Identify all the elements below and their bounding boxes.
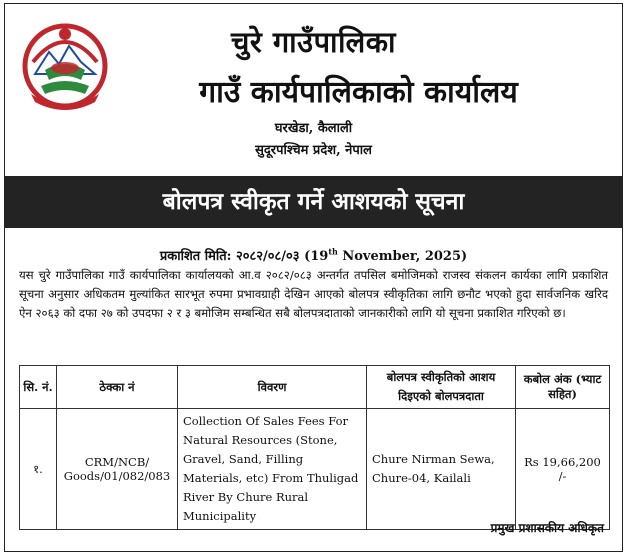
- office-name: गाउँ कार्यपालिकाको कार्यालय: [199, 75, 518, 110]
- table-row: [20, 409, 610, 530]
- address-line-1: घरखेडा, कैलाली: [274, 121, 353, 136]
- cell-description: Collection Of Sales Fees For Natural Resources (Stone, Gravel, Sand, Filling Materials, etc) From Thuligad River By Chure Rural Municipality: [178, 409, 367, 530]
- published-date-sup: th: [328, 246, 338, 257]
- notice-title: बोलपत्र स्वीकृत गर्ने आशयको सूचना: [162, 188, 465, 215]
- header-amount: कबोल अंक (भ्याट सहित): [516, 366, 610, 409]
- notice-body-text: यस चुरे गाउँपालिका गाउँ कार्यपालिका कार्यालयको आ.व २०८२/०८३ अन्तर्गत तपसिल बमोजिमको राजस्व संकलन कार्यका लागि प्रकाशित सूचना अनुसार अधिकतम मुल्यांकित सारभूत रुपमा प्रभावग्राही देखिन आएको बोलपत्र स्वीकृतिका लागि छनौट भएको हुदा सार्वजनिक खरिद ऐन २०६३ को दफा २७ को उपदफा २ र ३ बमोजिम सम्बन्धित सबै बोलपत्रदाताको जानकारीको लागि यो सूचना प्रकाशित गरिएको छ।: [19, 268, 608, 320]
- published-date: [5, 246, 622, 264]
- header-bidder: बोलपत्र स्वीकृतिको आशय दिइएको बोलपत्रदाता: [367, 366, 516, 409]
- table-header-row: [20, 366, 610, 409]
- cell-contract-no: CRM/NCB/ Goods/01/082/083: [57, 409, 178, 530]
- bid-table: [19, 365, 610, 530]
- cell-amount: Rs 19,66,200 /-: [516, 409, 610, 530]
- notice-title-banner: [5, 176, 622, 228]
- published-date-day: 19: [310, 249, 329, 264]
- address-line-2: सुदूरपश्चिम प्रदेश, नेपाल: [255, 143, 372, 158]
- cell-bidder: Chure Nirman Sewa, Chure-04, Kailali: [367, 409, 516, 530]
- header-description: विवरण: [178, 366, 367, 409]
- header-sn: सि. नं.: [20, 366, 57, 409]
- signature-title: प्रमुख प्रशासकीय अधिकृत: [490, 521, 604, 535]
- published-date-rest: November, 2025): [337, 249, 468, 264]
- notice-page: [4, 3, 623, 552]
- cell-sn: १.: [20, 409, 57, 530]
- header-contract-no: ठेक्का नं: [57, 366, 178, 409]
- published-date-label: प्रकाशित मिति: २०८२/०८/०३ (: [159, 249, 311, 264]
- municipality-name: चुरे गाउँपालिका: [230, 25, 397, 59]
